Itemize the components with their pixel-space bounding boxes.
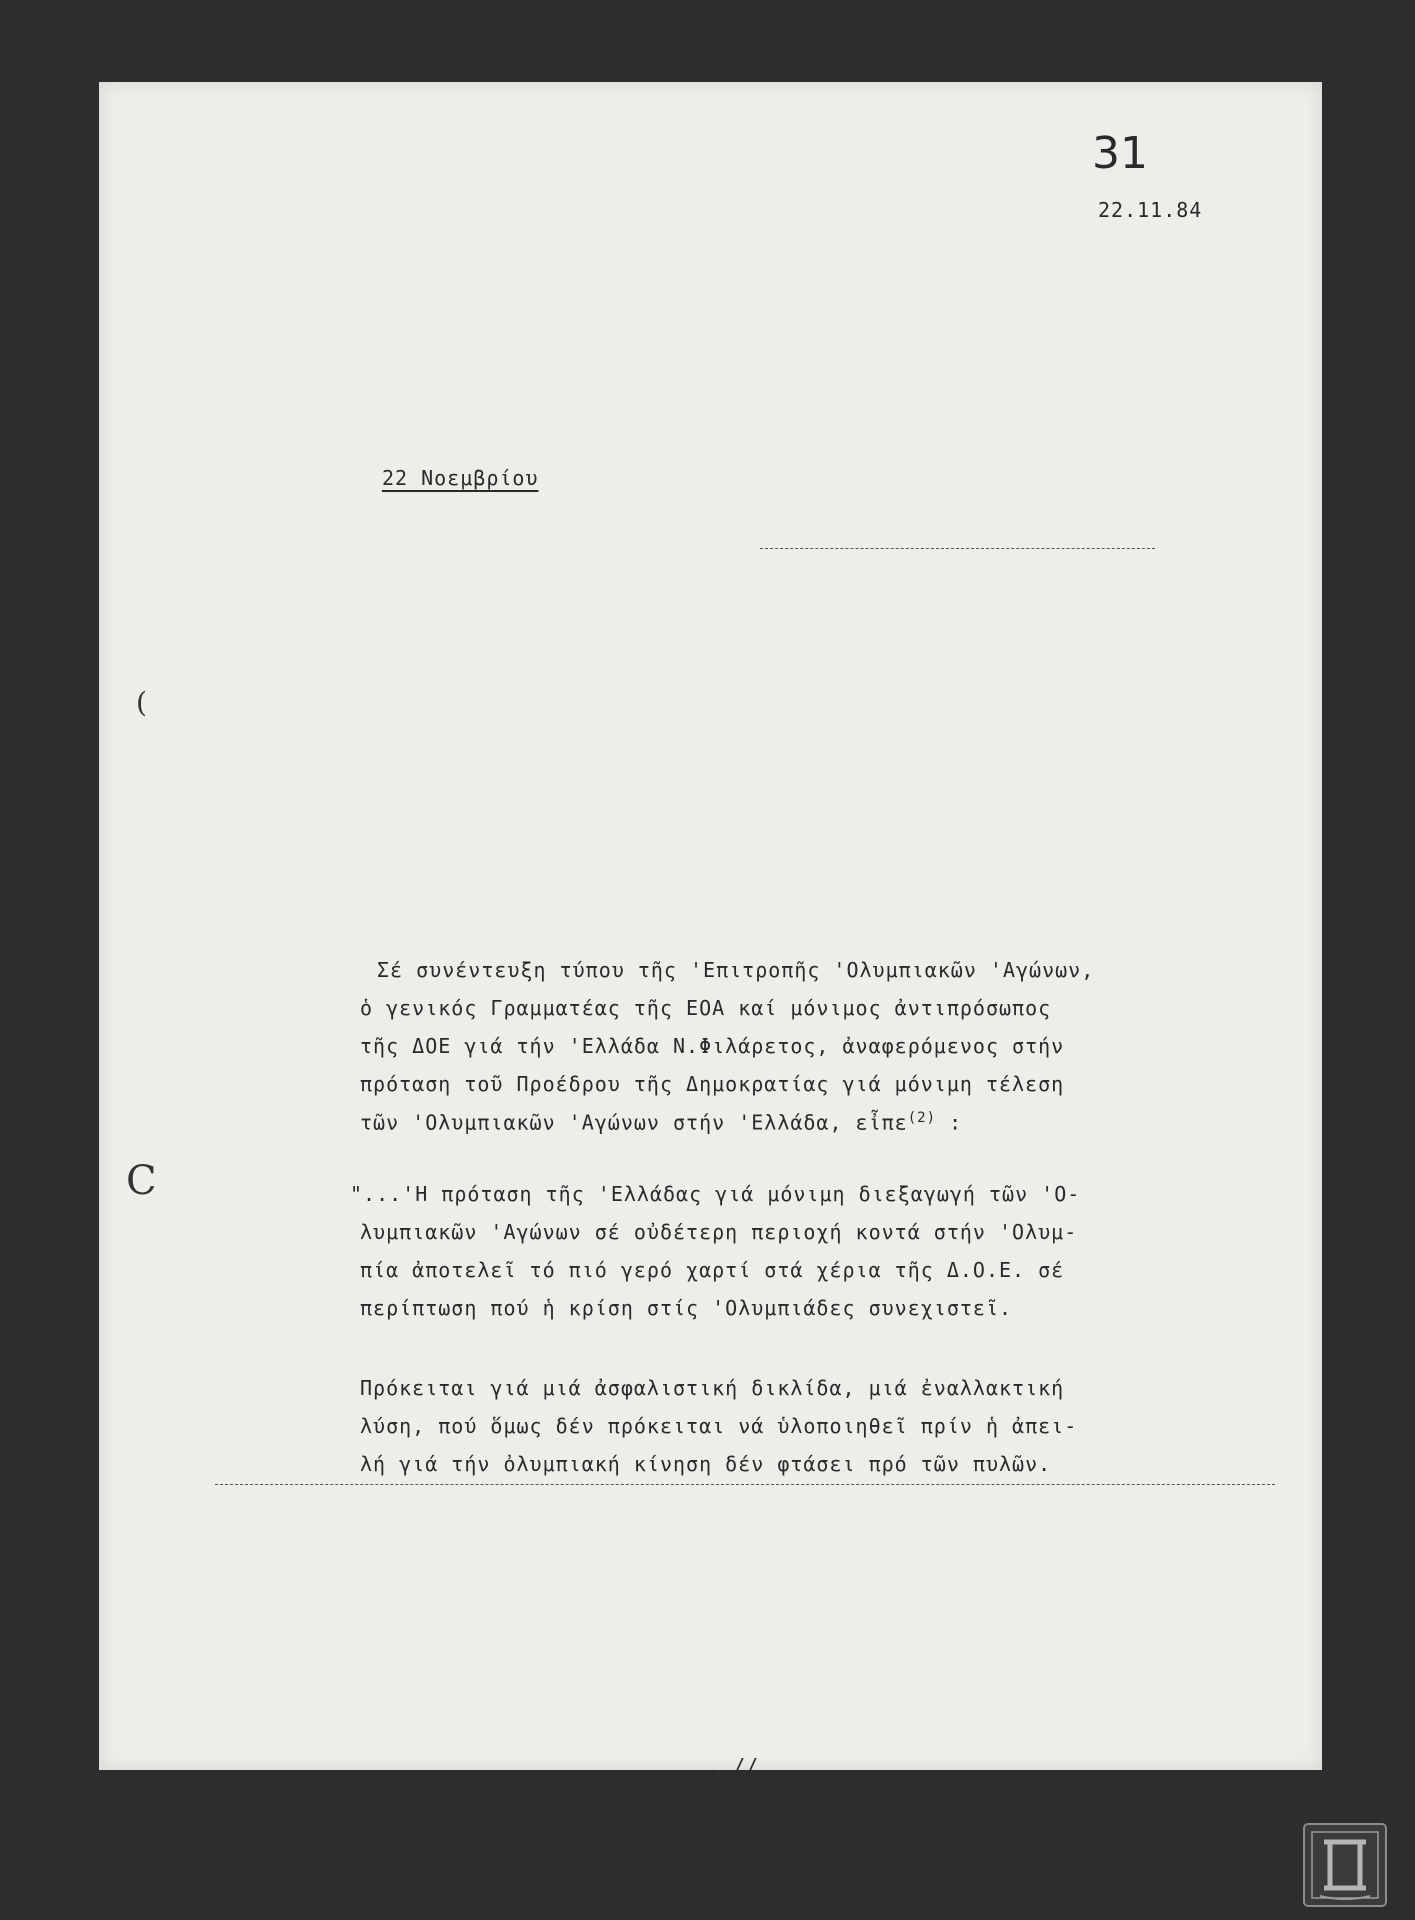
- punch-hole-bracket-icon: (: [136, 686, 147, 719]
- paragraph1-line: ὁ γενικός Γραμματέας τῆς ΕΟΑ καί μόνιμος ἀντιπρόσωπος: [360, 996, 1052, 1020]
- paragraph1-line: Σέ συνέντευξη τύπου τῆς 'Επιτροπῆς 'Ολυμπιακῶν 'Αγώνων,: [377, 958, 1095, 982]
- punch-hole-bracket-icon: C: [126, 1158, 157, 1204]
- page-number: 31: [1092, 128, 1148, 179]
- document-date: 22.11.84: [1098, 198, 1203, 222]
- paragraph1-line: τῆς ΔΟΕ γιά τήν 'Ελλάδα Ν.Φιλάρετος, ἀναφερόμενος στήν: [360, 1034, 1065, 1058]
- separator-line-top: [760, 548, 1155, 549]
- document-page: [99, 82, 1322, 1770]
- paragraph1-colon: :: [936, 1110, 963, 1135]
- paragraph2-line: "...'Η πρόταση τῆς 'Ελλάδας γιά μόνιμη διεξαγωγή τῶν 'Ο-: [350, 1182, 1081, 1206]
- section-heading: 22 Νοεμβρίου: [382, 466, 539, 490]
- paragraph3-line: Πρόκειται γιά μιά ἀσφαλιστική δικλίδα, μιά ἐναλλακτική: [360, 1376, 1065, 1400]
- archive-emblem-icon: [1302, 1822, 1388, 1908]
- separator-line-bottom: [215, 1484, 1275, 1485]
- paragraph2-line: λυμπιακῶν 'Αγώνων σέ οὐδέτερη περιοχή κοντά στήν 'Ολυμ-: [360, 1220, 1078, 1244]
- paragraph2-line: περίπτωση πού ἡ κρίση στίς 'Ολυμπιάδες συνεχιστεῖ.: [360, 1296, 1013, 1320]
- paragraph3-line: λή γιά τήν ὀλυμπιακή κίνηση δέν φτάσει πρό τῶν πυλῶν.: [360, 1452, 1052, 1476]
- paragraph3-line: λύση, πού ὅμως δέν πρόκειται νά ὑλοποιηθεῖ πρίν ἡ ἀπει-: [360, 1414, 1078, 1438]
- paragraph2-line: πία ἀποτελεῖ τό πιό γερό χαρτί στά χέρια τῆς Δ.Ο.Ε. σέ: [360, 1258, 1065, 1282]
- continuation-mark: ..//..: [707, 1754, 786, 1778]
- footnote-reference: (2): [907, 1110, 937, 1126]
- paragraph1-line: τῶν 'Ολυμπιακῶν 'Αγώνων στήν 'Ελλάδα, εἶπε: [360, 1110, 908, 1135]
- paragraph1-line: πρόταση τοῦ Προέδρου τῆς Δημοκρατίας γιά μόνιμη τέλεση: [360, 1072, 1065, 1096]
- paragraph1-line-last: [360, 1110, 962, 1135]
